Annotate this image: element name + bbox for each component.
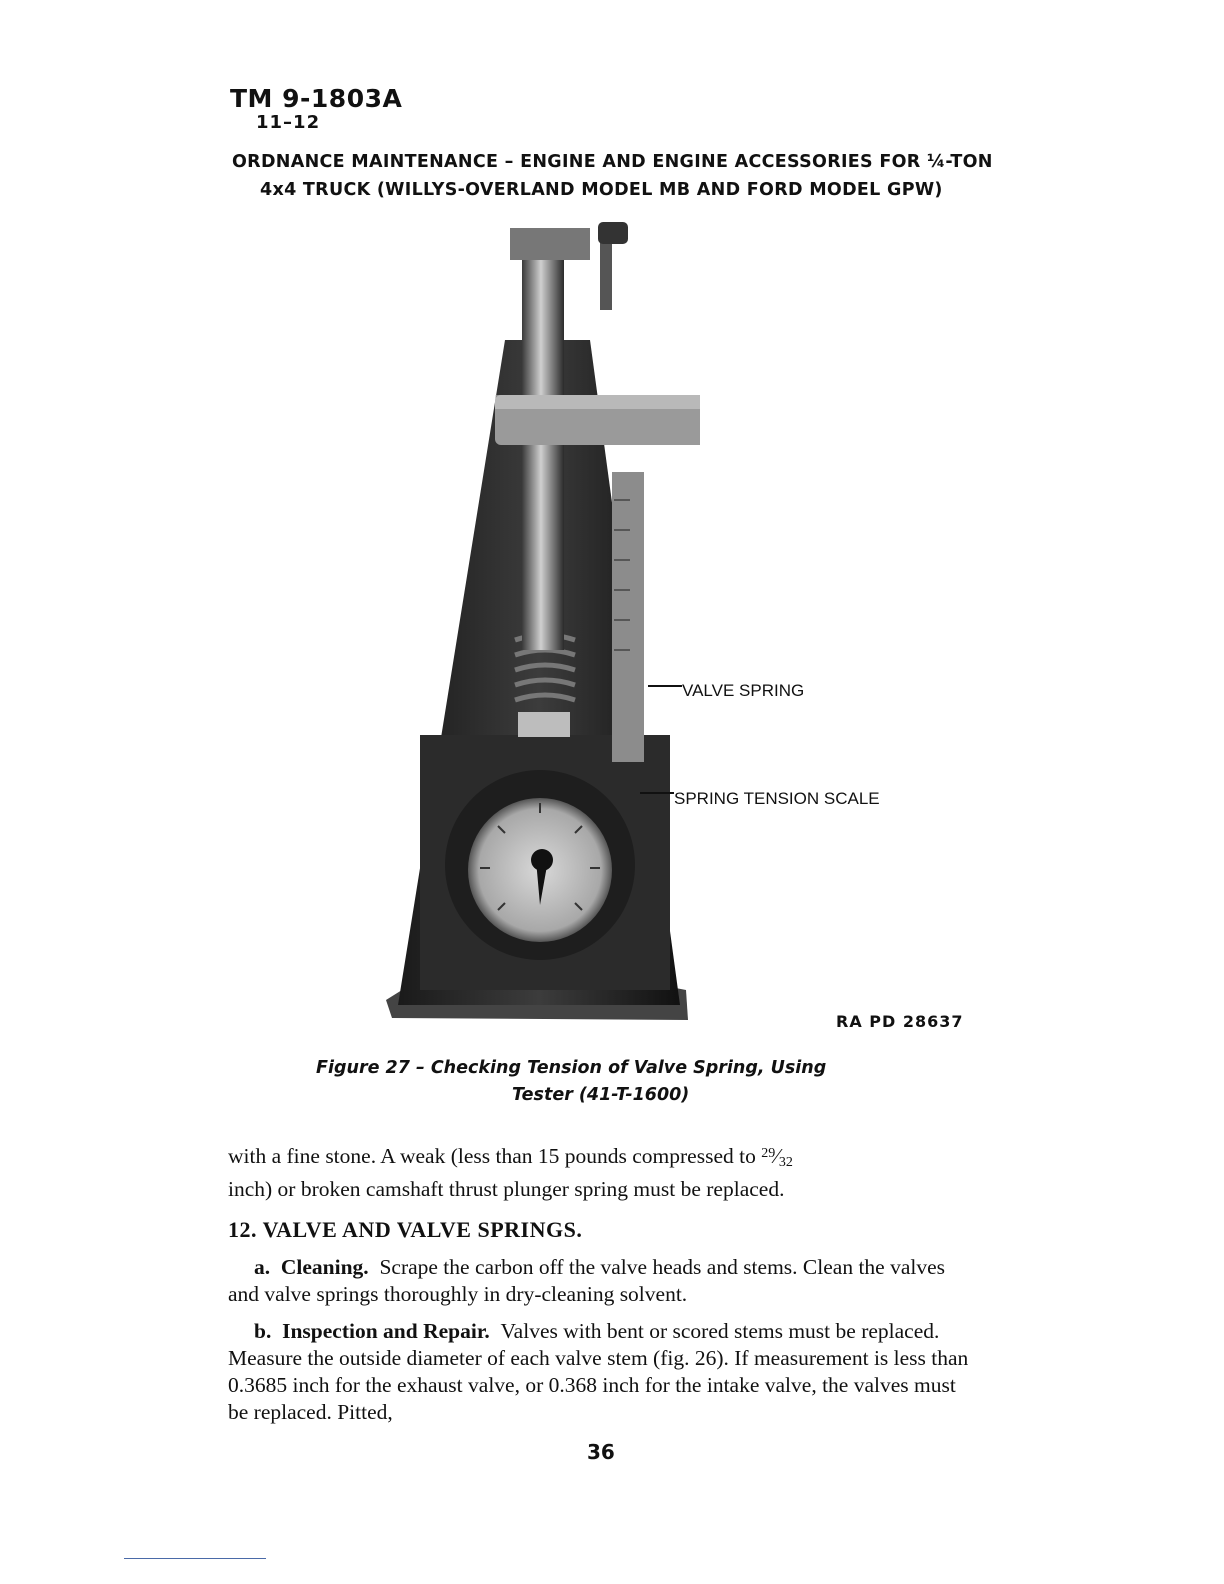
callout-valve-spring: VALVE SPRING xyxy=(682,681,805,700)
spring-seat xyxy=(518,712,570,737)
page-title-line-1: ORDNANCE MAINTENANCE – ENGINE AND ENGINE ACCESSORIES FOR ¼-TON xyxy=(232,152,993,172)
para-b-text: Valves with bent or scored stems must be replaced. Measure the outside diameter of each valve stem (fig. 26). If measurement is less than 0.3685 inch for the exhaust valve, or 0.368 inch for the intake valve, the valves must be replaced. Pitted, xyxy=(228,1319,969,1424)
paragraph-b xyxy=(228,1318,972,1426)
section-heading: 12. VALVE AND VALVE SPRINGS. xyxy=(228,1217,583,1242)
fraction-numerator: 29 xyxy=(761,1146,776,1161)
paragraph-a xyxy=(228,1254,972,1308)
photo-reference: RA PD 28637 xyxy=(836,1012,964,1031)
callout-spring-tension-scale: SPRING TENSION SCALE xyxy=(674,789,880,808)
valve-spring-tester-photo xyxy=(380,218,700,1033)
column-top-cap xyxy=(510,228,590,260)
tm-number: TM 9-1803A xyxy=(230,84,403,113)
fraction-denominator: 32 xyxy=(778,1155,793,1170)
para-b-label: b. xyxy=(254,1319,272,1343)
section-range: 11–12 xyxy=(256,112,321,133)
para-a-text: Scrape the carbon off the valve heads and stems. Clean the valves and valve springs thoroughly in dry-cleaning solvent. xyxy=(228,1255,946,1306)
figure-caption-line-2: Tester (41-T-1600) xyxy=(512,1085,690,1105)
figure-caption-line-1: Figure 27 – Checking Tension of Valve Spring, Using xyxy=(316,1058,827,1078)
top-lock-pin xyxy=(600,236,612,310)
tension-scale-bar xyxy=(612,472,644,762)
fraction-separator: ⁄ xyxy=(775,1144,779,1168)
footnote-rule xyxy=(124,1558,266,1559)
top-knob xyxy=(598,222,628,244)
para-a-lead: Cleaning. xyxy=(280,1255,369,1279)
para-b-lead: Inspection and Repair. xyxy=(282,1319,490,1343)
para-cont-line-2: inch) or broken camshaft thrust plunger spring must be replaced. xyxy=(228,1177,785,1201)
paragraph-continuation xyxy=(228,1140,972,1203)
page-number: 36 xyxy=(587,1440,615,1464)
para-cont-line-1: with a fine stone. A weak (less than 15 pounds compressed to xyxy=(228,1144,756,1168)
para-a-label: a. xyxy=(254,1255,271,1279)
page-title-line-2: 4x4 TRUCK (WILLYS-OVERLAND MODEL MB AND FORD MODEL GPW) xyxy=(260,180,943,200)
